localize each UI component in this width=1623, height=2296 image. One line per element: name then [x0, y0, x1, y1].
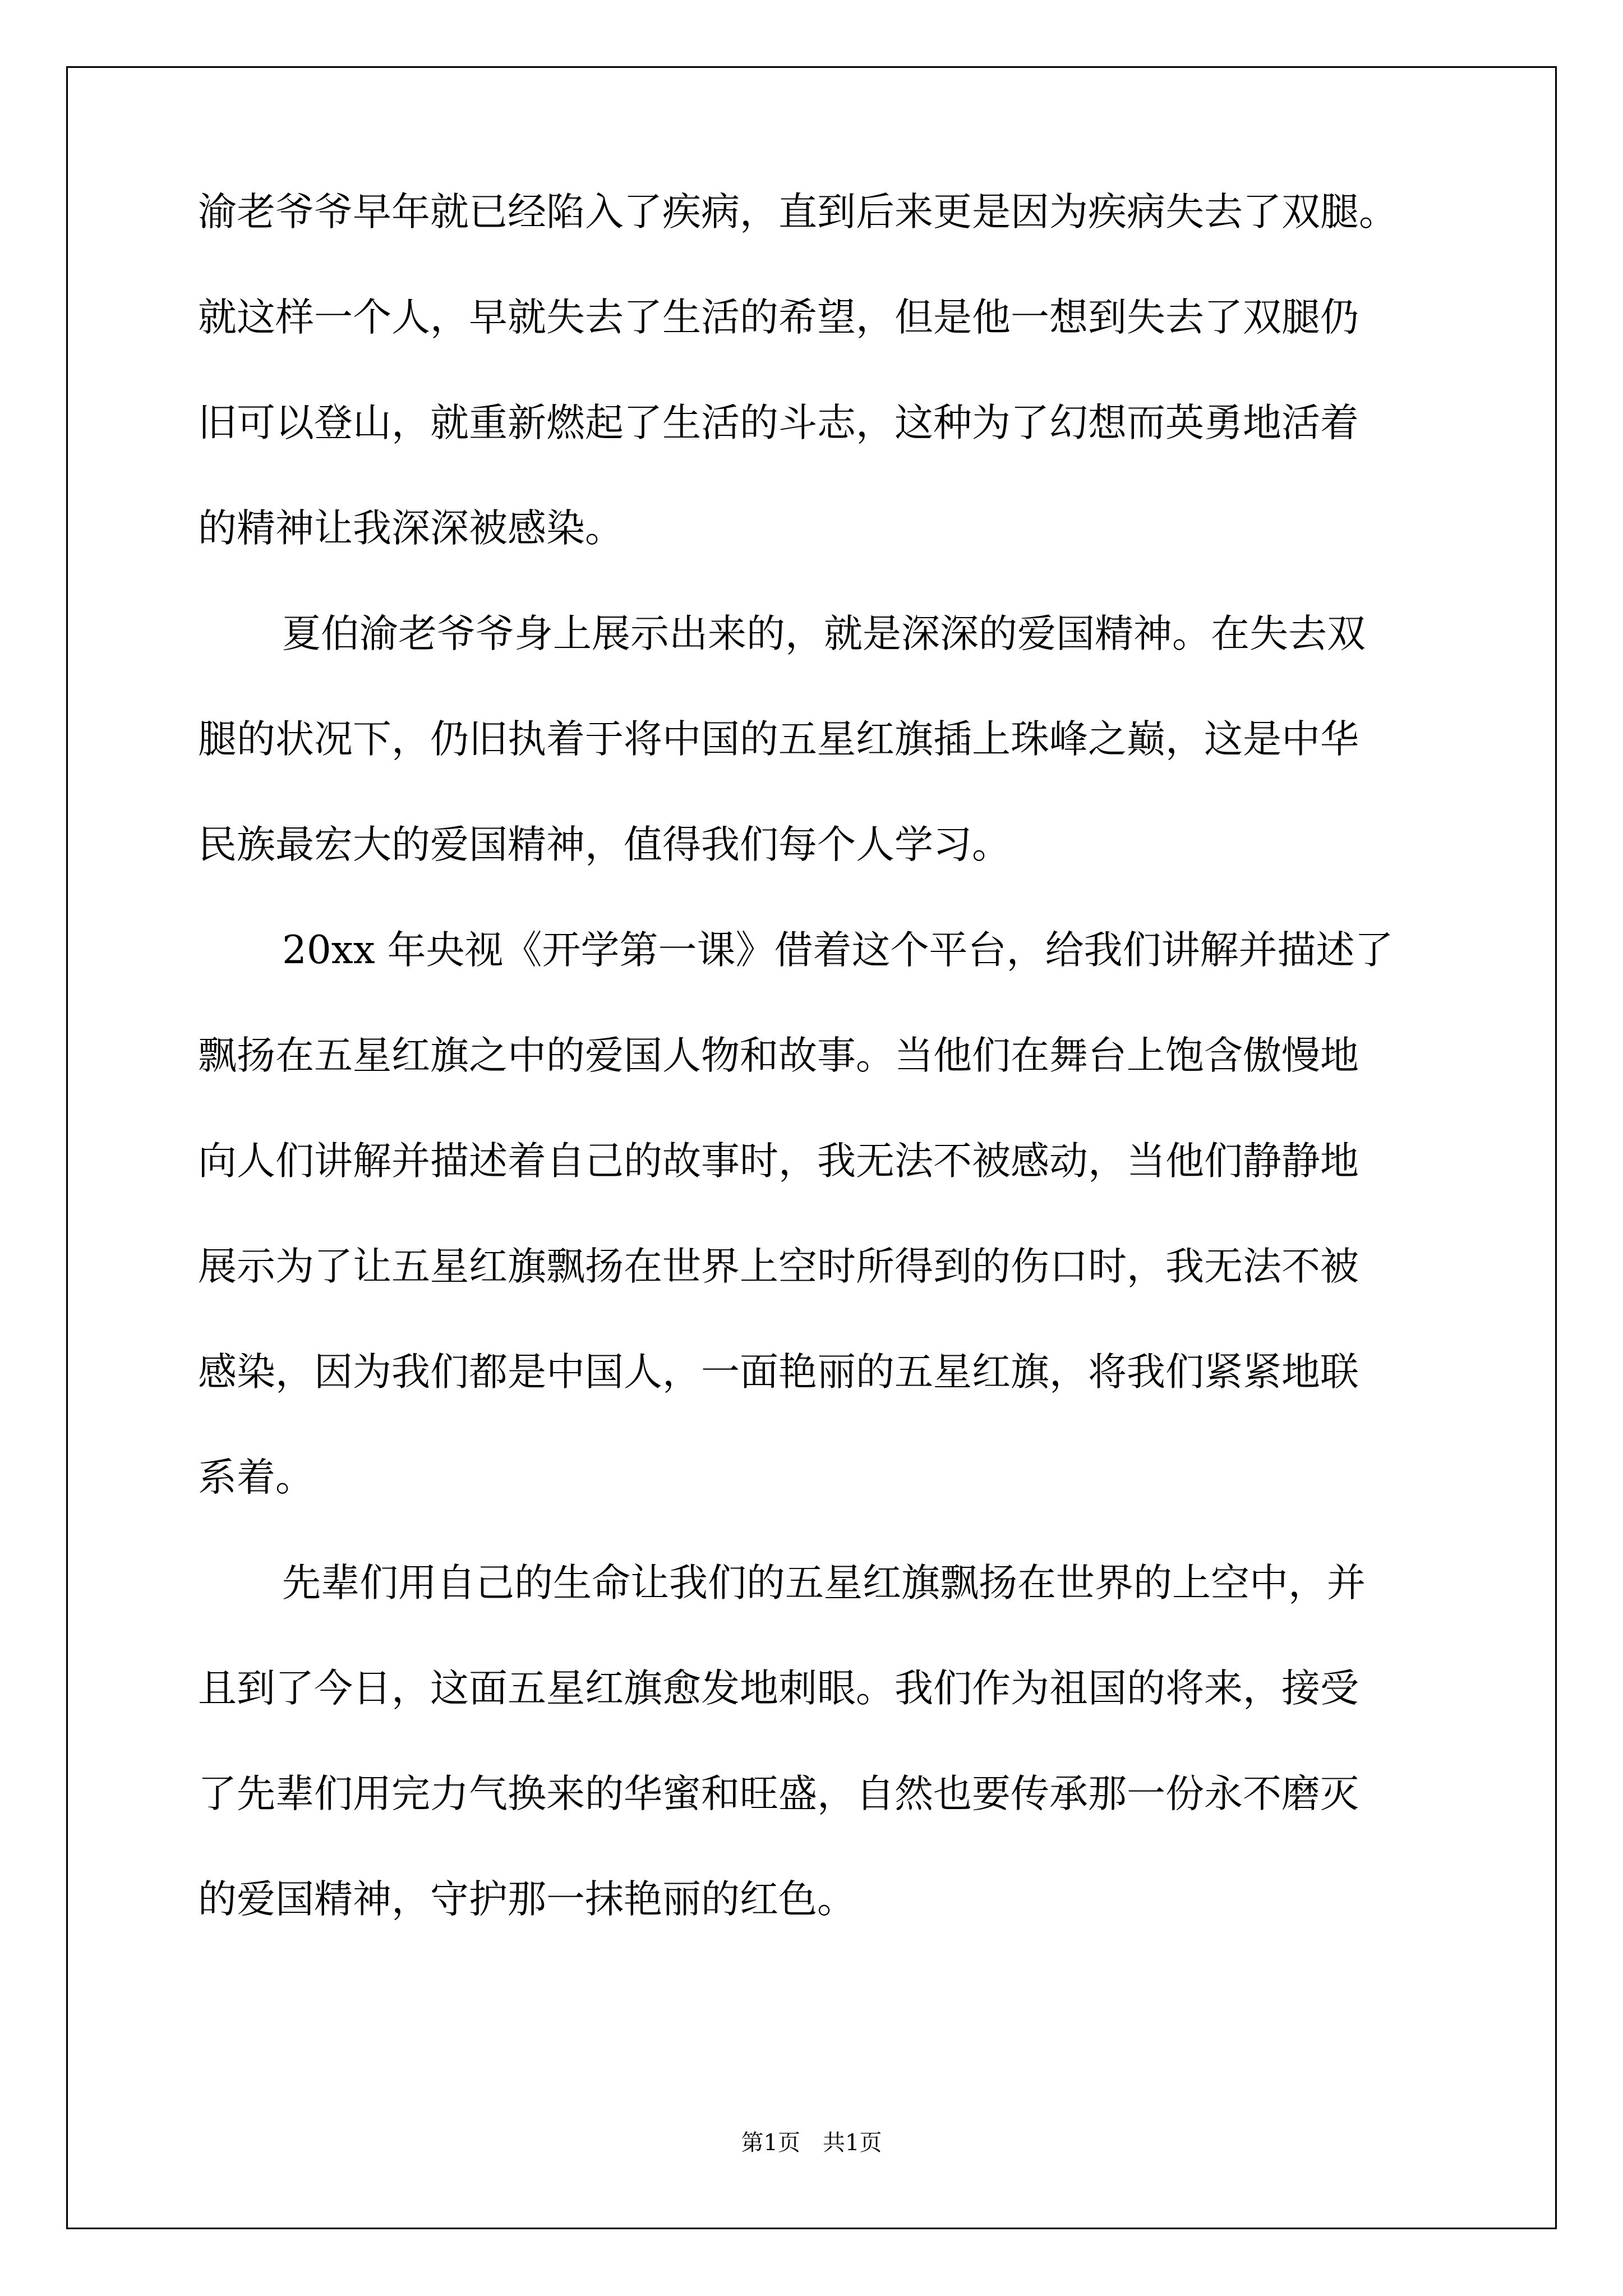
text-line: 了先辈们用完力气换来的华蜜和旺盛，自然也要传承那一份永不磨灭: [198, 1772, 1359, 1816]
paragraph-start-line: 夏伯渝老爷爷身上展示出来的，就是深深的爱国精神。在失去双: [282, 611, 1366, 656]
text-line: 且到了今日，这面五星红旗愈发地刺眼。我们作为祖国的将来，接受: [198, 1666, 1359, 1711]
text-line: 渝老爷爷早年就已经陷入了疾病，直到后来更是因为疾病失去了双腿。: [198, 190, 1398, 234]
text-line: 向人们讲解并描述着自己的故事时，我无法不被感动，当他们静静地: [198, 1139, 1359, 1184]
text-line: 展示为了让五星红旗飘扬在世界上空时所得到的伤口时，我无法不被: [198, 1244, 1359, 1289]
text-line: 旧可以登山，就重新燃起了生活的斗志，这种为了幻想而英勇地活着: [198, 401, 1359, 445]
page-number-footer: 第1页 共1页: [741, 2130, 882, 2156]
text-line: 民族最宏大的爱国精神，值得我们每个人学习。: [198, 822, 1011, 867]
text-line: 感染，因为我们都是中国人，一面艳丽的五星红旗，将我们紧紧地联: [198, 1350, 1359, 1395]
text-line: 就这样一个人，早就失去了生活的希望，但是他一想到失去了双腿仍: [198, 295, 1359, 340]
text-line: 的爱国精神，守护那一抹艳丽的红色。: [198, 1877, 856, 1922]
text-line: 腿的状况下，仍旧执着于将中国的五星红旗插上珠峰之巅，这是中华: [198, 717, 1359, 762]
text-line: 系着。: [198, 1455, 314, 1500]
paragraph-start-line: 先辈们用自己的生命让我们的五星红旗飘扬在世界的上空中，并: [282, 1561, 1366, 1605]
text-line: 飘扬在五星红旗之中的爱国人物和故事。当他们在舞台上饱含傲慢地: [198, 1033, 1359, 1078]
text-line: 的精神让我深深被感染。: [198, 506, 624, 551]
paragraph-start-line: 20xx 年央视《开学第一课》借着这个平台，给我们讲解并描述了: [282, 928, 1394, 973]
